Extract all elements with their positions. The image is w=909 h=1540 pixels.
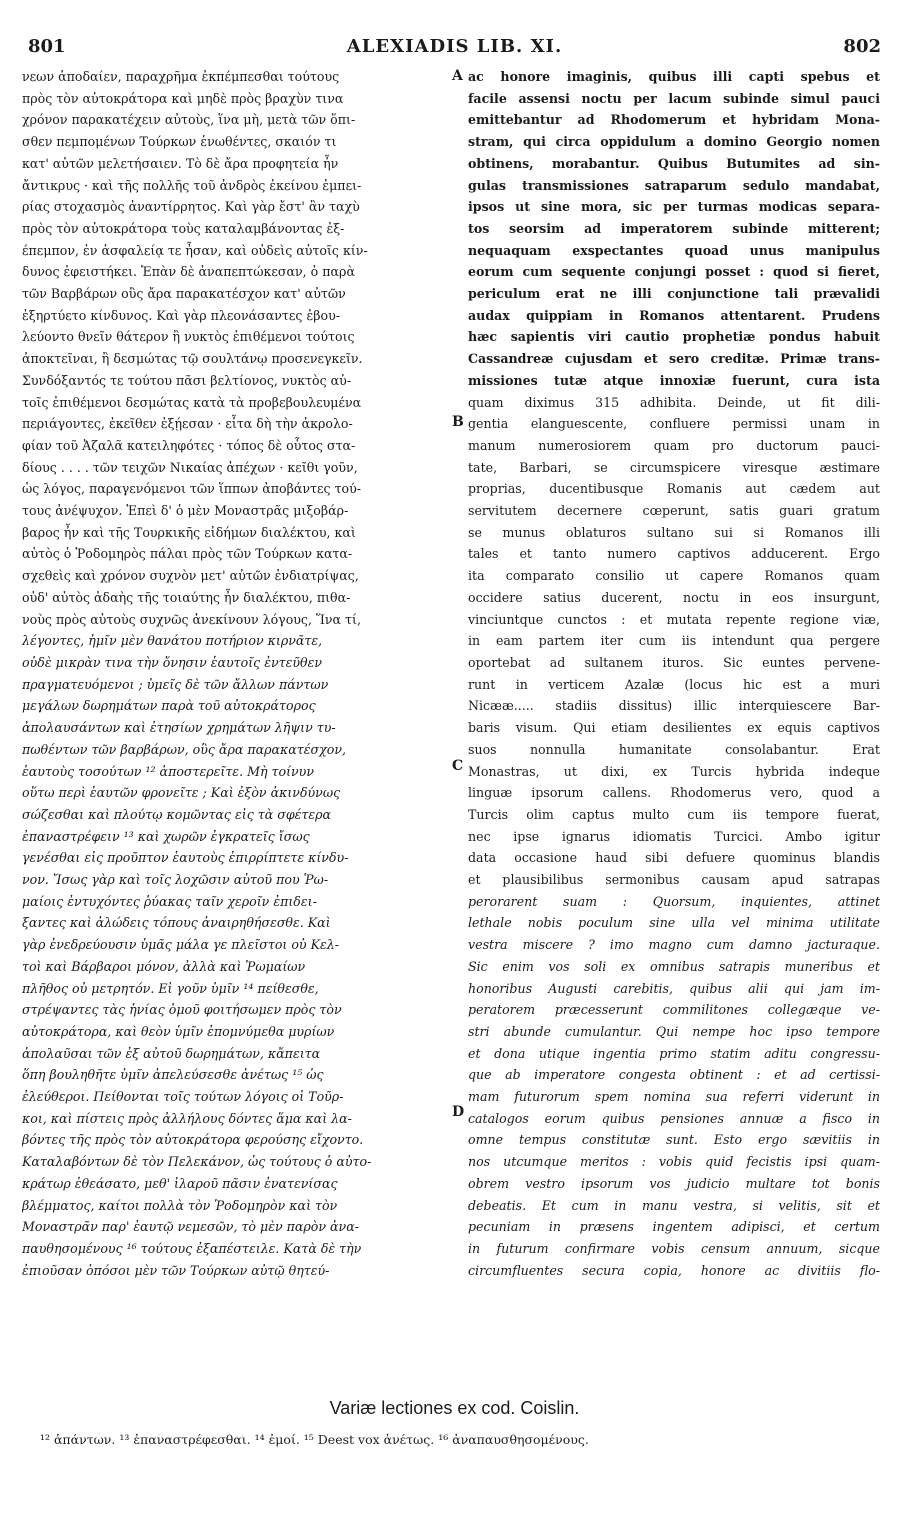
text-line: κατ' αὐτῶν μελετήσαιεν. Τὸ δὲ ἄρα προφητεία ἦν — [22, 155, 339, 171]
text-line: et plausibilibus sermonibus causam apud satrapas — [468, 872, 880, 888]
text-line: nos utcumque meritos : vobis quid fecistis ipsi quam- — [468, 1154, 880, 1170]
text-line: νεων ἀποδαίεν, παραχρῆμα ἐκπέμπεσθαι τούτους — [22, 69, 340, 84]
text-line: emittebantur ad Rhodomerum et hybridam Mona- — [468, 112, 880, 128]
text-line: vinciuntque cunctos : et mutata repente regione viæ, — [468, 611, 880, 627]
text-line: οὐδ' αὐτὸς ἀδαὴς τῆς τοιαύτης ἦν διαλέκτου, πιθα- — [22, 589, 351, 605]
latin-text-column — [468, 66, 880, 1281]
text-line: ἀπολαυσάντων καὶ ἐτησίων χρημάτων λῆψιν τυ- — [22, 720, 336, 736]
text-line: ἀπολαῦσαι τῶν ἐξ αὐτοῦ δωρημάτων, κἄπειτα — [22, 1045, 321, 1061]
text-line: ac honore imaginis, quibus illi capti spebus et — [468, 69, 880, 84]
text-line: obrem vestro ipsorum vos judicio multare tot bonis — [468, 1175, 880, 1191]
text-line: honoribus Augusti carebitis, quibus alii qui jam im- — [468, 980, 880, 996]
greek-text-column — [22, 66, 452, 1281]
text-line: que ab imperatore congesta obtinent : et ad certissi- — [468, 1067, 880, 1083]
text-line: tate, Barbari, se circumspicere viresque æstimare — [468, 459, 880, 475]
text-line: νοὺς πρὸς αὐτοὺς συχνῶς ἀνεκίνουν λόγους, Ἵνα τί, — [22, 611, 361, 627]
text-line: τοῖς ἐπιθέμενοι δεσμώτας κατὰ τὰ προβεβουλευμένα — [22, 394, 362, 410]
text-line: ἄντικρυς · καὶ τῆς πολλῆς τοῦ ἀνδρὸς ἐκείνου ἐμπει- — [22, 177, 362, 193]
text-line: ὅπη βουληθῆτε ὑμῖν ἀπελεύσεσθε ἀνέτως ¹⁵ ὡς — [22, 1067, 324, 1083]
text-line: Συνδόξαντός τε τούτου πᾶσι βελτίονος, νυκτὸς αὐ- — [22, 372, 352, 388]
text-line: μαίοις ἐντυχόντες ῥύακας ταῖν χεροῖν ἐπιδει- — [22, 893, 317, 909]
text-line: manum numerosiorem quam pro ductorum pauci- — [468, 437, 880, 453]
text-line: χρόνον παρακατέχειν αὐτοὺς, ἵνα μὴ, μετὰ τῶν ὅπι- — [22, 112, 356, 128]
text-line: γὰρ ἐνεδρεύουσιν ὑμᾶς μάλα γε πλεῖστοι οὐ Κελ- — [22, 937, 339, 953]
text-line: facile assensi noctu per lacum subinde simul pauci — [468, 90, 880, 106]
text-line: data occasione haud sibi defuere quominus blandis — [468, 850, 880, 866]
text-line: lethale nobis poculum sine ulla vel minima utilitate — [468, 915, 880, 931]
text-line: περιάγοντες, ἐκεῖθεν ἐξῄεσαν · εἶτα δὴ τὴν ἀκρολο- — [22, 416, 353, 432]
text-line: Cassandreæ cujusdam et sero creditæ. Primæ trans- — [468, 351, 880, 367]
text-line: ξαντες καὶ ἀλώδεις τόπους ἀναιρηθήσεσθε. Καὶ — [22, 915, 331, 931]
text-line: debeatis. Et cum in manu vestra, si velitis, sit et — [468, 1197, 880, 1213]
text-line: suos nonnulla humanitate consolabantur. Erat — [468, 741, 880, 757]
text-line: nequaquam exspectantes quoad unus manipulus — [468, 242, 880, 258]
text-line: μεγάλων δωρημάτων παρὰ τοῦ αὐτοκράτορος — [22, 698, 316, 714]
text-line: circumfluentes secura copia, honore ac divitiis flo- — [468, 1262, 880, 1278]
margin-marker-b: B — [452, 414, 464, 430]
variae-lectiones-notes: ¹² ἁπάντων. ¹³ ἐπαναστρέφεσθαι. ¹⁴ ἐμοί. ¹⁵ Deest vox ἀνέτως. ¹⁶ ἀναπαυσθησομένους. — [40, 1432, 589, 1447]
text-line: έπεμπον, ἐν ἀσφαλείᾳ τε ἦσαν, καὶ οὐδεὶς αὐτοῖς κίν- — [22, 242, 368, 258]
text-line: νον. Ἴσως γὰρ καὶ τοῖς λοχῶσιν αὐτοῦ που Ῥω- — [22, 872, 329, 888]
text-line: perorarent suam : Quorsum, inquientes, attinet — [468, 893, 880, 909]
text-line: catalogos eorum quibus pensiones annuæ a fisco in — [468, 1110, 880, 1126]
text-line: periculum erat ne illi conjunctione tali prævalidi — [468, 286, 880, 302]
text-line: Turcis olim captus multo cum iis tempore fuerat, — [468, 806, 880, 822]
text-line: οὕτω περὶ ἑαυτῶν φρονεῖτε ; Καὶ ἐξὸν ἀκινδύνως — [22, 785, 341, 801]
text-line: λεύοντο θνεῖν θάτερον ἢ νυκτὸς ἐπιθέμενοι τούτοις — [22, 329, 355, 345]
text-line: stram, qui circa oppidulum a domino Georgio nomen — [468, 134, 880, 150]
text-line: obtinens, morabantur. Quibus Butumites ad sin- — [468, 155, 880, 171]
text-line: ἑαυτοὺς τοσούτων ¹² ἀποστερεῖτε. Μὴ τοίνυν — [22, 763, 314, 779]
margin-marker-c: C — [452, 758, 464, 774]
text-line: stri abunde cumulantur. Qui nempe hoc ipso tempore — [468, 1023, 880, 1039]
text-line: βλέμματος, καίτοι πολλὰ τὸν Ῥοδομηρὸν καὶ τὸν — [22, 1197, 338, 1213]
text-line: proprias, ducentibusque Romanis aut cædem aut — [468, 481, 880, 497]
text-line: πρὸς τὸν αὐτοκράτορα καὶ μηδὲ πρὸς βραχὺν τινα — [22, 90, 344, 106]
text-line: σθεν πεμπομένων Τούρκων ἑνωθέντες, σκαιόν τι — [22, 134, 337, 150]
text-line: δυνος ἐφειστήκει. Ἐπὰν δὲ ἀναπεπτώκεσαν, ὁ παρὰ — [22, 264, 355, 280]
text-line: κοι, καὶ πίστεις πρὸς ἀλλήλους δόντες ἅμα καὶ λα- — [22, 1110, 352, 1126]
text-line: γενέσθαι εἰς προῦπτον ἑαυτοὺς ἐπιρρίπτετε κίνδυ- — [22, 850, 349, 866]
text-line: πραγματευόμενοι ; ὑμεῖς δὲ τῶν ἄλλων πάντων — [22, 676, 329, 692]
text-line: runt in verticem Azalæ (locus hic est a muri — [468, 676, 880, 692]
text-line: omne tempus constitutæ sunt. Esto ergo sævitiis in — [468, 1132, 880, 1148]
page-number-right: 802 — [843, 36, 881, 57]
text-line: πωθέντων τῶν βαρβάρων, οὓς ἄρα παρακατέσχον, — [22, 741, 347, 757]
text-line: βόντες τῆς πρὸς τὸν αὐτοκράτορα φερούσης εἴχοντο. — [22, 1132, 364, 1148]
text-line: linguæ ipsorum callens. Rhodomerus vero, quod a — [468, 785, 880, 801]
text-line: in futurum confirmare vobis censum annuum, sicque — [468, 1240, 880, 1256]
text-line: σώζεσθαι καὶ πλούτῳ κομῶντας εἰς τὰ σφέτερα — [22, 806, 332, 822]
text-line: οὐδὲ μικρὰν τινα τὴν ὄνησιν ἑαυτοῖς ἐντεῦθεν — [22, 654, 322, 670]
text-line: αὐτὸς ὁ Ῥοδομηρὸς πάλαι πρὸς τῶν Τούρκων κατα- — [22, 546, 353, 562]
text-line: missiones tutæ atque innoxiæ fuerunt, cura ista — [468, 372, 880, 388]
page-header — [28, 36, 881, 60]
text-line: Sic enim vos soli ex omnibus satrapis muneribus et — [468, 958, 880, 974]
text-line: Καταλαβόντων δὲ τὸν Πελεκάνον, ὡς τούτους ὁ αὐτο- — [22, 1154, 372, 1170]
text-line: Μοναστρᾶν παρ' ἑαυτῷ νεμεσῶν, τὸ μὲν παρὸν ἀνα- — [22, 1219, 359, 1235]
text-line: baris visum. Qui etiam desilientes ex equis captivos — [468, 720, 880, 736]
variae-lectiones-title: Variæ lectiones ex cod. Coislin. — [329, 1398, 580, 1418]
text-line: gulas transmissiones satraparum sedulo mandabat, — [468, 177, 880, 193]
text-line: hæc sapientis viri cautio prophetiæ pondus habuit — [468, 329, 880, 345]
margin-marker-a: A — [452, 68, 463, 84]
text-line: ἐπιοῦσαν ὁπόσοι μὲν τῶν Τούρκων αὐτῷ θητεύ- — [22, 1262, 330, 1278]
text-line: πρὸς τὸν αὐτοκράτορα τοὺς καταλαμβάνοντας ἐξ- — [22, 220, 345, 236]
page-number-left: 801 — [28, 36, 66, 57]
text-line: ita comparato consilio ut capere Romanos quam — [468, 568, 880, 584]
text-line: δίους . . . . τῶν τειχῶν Νικαίας ἀπέχων · κεῖθι γοῦν, — [22, 459, 358, 475]
text-line: eorum cum sequente conjungi posset : quod si fieret, — [468, 264, 880, 280]
text-line: pecuniam in præsens ingentem adipisci, et certum — [468, 1219, 880, 1235]
text-line: ἐξηρτύετο κίνδυνος. Καὶ γὰρ πλεονάσαντες ἐβου- — [22, 307, 340, 323]
text-line: πλῆθος οὐ μετρητόν. Εἰ γοῦν ὑμῖν ¹⁴ πείθεσθε, — [22, 980, 319, 996]
margin-marker-d: D — [452, 1104, 465, 1120]
text-line: φίαν τοῦ Ἀζαλᾶ κατειληφότες · τόπος δὲ οὗτος στα- — [22, 437, 356, 453]
text-line: παυθησομένους ¹⁶ τούτους ἐξαπέστειλε. Κατὰ δὲ τὴν — [22, 1240, 362, 1256]
text-line: ἀποκτεῖναι, ἢ δεσμώτας τῷ σουλτάνῳ προσενεγκεῖν. — [22, 351, 363, 367]
text-line: στρέψαντες τὰς ἡνίας ὁμοῦ φοιτήσωμεν πρὸς τὸν — [22, 1002, 342, 1018]
text-line: nec ipse ignarus idiomatis Turcici. Ambo igitur — [468, 828, 880, 844]
text-line: Nicææ..... stadiis dissitus) illic interquiescere Bar- — [468, 698, 880, 714]
text-line: vestra miscere ? imo magno cum damno jacturaque. — [468, 937, 880, 953]
text-line: λέγοντες, ἡμῖν μὲν θανάτου ποτήριον κιρνᾶτε, — [22, 633, 323, 649]
text-line: se munus oblaturos sultano sui si Romanos illi — [468, 524, 880, 540]
text-line: τῶν Βαρβάρων οὓς ἄρα παρακατέσχον κατ' αὐτῶν — [22, 286, 346, 302]
text-line: servitutem decernere cœperunt, satis guari gratum — [468, 503, 880, 519]
text-line: ἐλεύθεροι. Πείθονται τοῖς τούτων λόγοις οἱ Τοῦρ- — [22, 1089, 344, 1105]
running-title: ALEXIADIS LIB. XI. — [346, 36, 563, 57]
text-line: mam futurorum spem nomina sua referri viderunt in — [468, 1089, 880, 1105]
text-line: oportebat ad sultanem ituros. Sic euntes pervene- — [468, 654, 880, 670]
text-line: τοὶ καὶ Βάρβαροι μόνον, ἀλλὰ καὶ Ῥωμαίων — [22, 958, 306, 974]
text-line: et dona utique ingentia primo statim aditu congressu- — [468, 1045, 880, 1061]
text-line: ὡς λόγος, παραγενόμενοι τῶν ἵππων ἀποβάντες τού- — [22, 481, 362, 497]
text-line: ipsos ut sine mora, sic per turmas modicas separa- — [468, 199, 880, 215]
text-line: τους ἀνέψυχον. Ἐπεὶ δ' ὁ μὲν Μοναστρᾶς μιξοβάρ- — [22, 503, 349, 519]
text-line: occidere satius ducerent, noctu in eos insurgunt, — [468, 589, 880, 605]
text-line: κράτωρ ἐθεάσατο, μεθ' ἱλαροῦ πᾶσιν ἐνατενίσας — [22, 1175, 338, 1191]
text-line: αὐτοκράτορα, καὶ θεὸν ὑμῖν ἐπομνύμεθα μυρίων — [22, 1023, 335, 1039]
text-line: ρίας στοχασμὸς ἀναντίρρητος. Καὶ γὰρ ἔστ' ἂν ταχὺ — [22, 199, 360, 215]
text-line: quam diximus 315 adhibita. Deinde, ut fit dili- — [468, 394, 880, 410]
text-line: βαρος ἦν καὶ τῆς Τουρκικῆς εἰδήμων διαλέκτου, καὶ — [22, 524, 356, 540]
text-line: tos seorsim ad imperatorem subinde mitterent; — [468, 220, 880, 236]
text-line: tales et tanto numero captivos adducerent. Ergo — [468, 546, 880, 562]
text-line: Monastras, ut dixi, ex Turcis hybrida indeque — [468, 763, 880, 779]
text-line: peratorem præcesserunt commilitones collegæque ve- — [468, 1002, 880, 1018]
text-line: ἐπαναστρέφειν ¹³ καὶ χωρῶν ἐγκρατεῖς ἴσως — [22, 828, 310, 844]
text-line: gentia elanguescente, confluere permissi unam in — [468, 416, 880, 432]
text-line: audax quippiam in Romanos attentarent. Prudens — [468, 307, 880, 323]
text-line: in eam partem iter cum iis intendunt qua pergere — [468, 633, 880, 649]
text-line: σχεθεὶς καὶ χρόνον συχνὸν μετ' αὐτῶν ἐνδιατρίψας, — [22, 568, 359, 584]
